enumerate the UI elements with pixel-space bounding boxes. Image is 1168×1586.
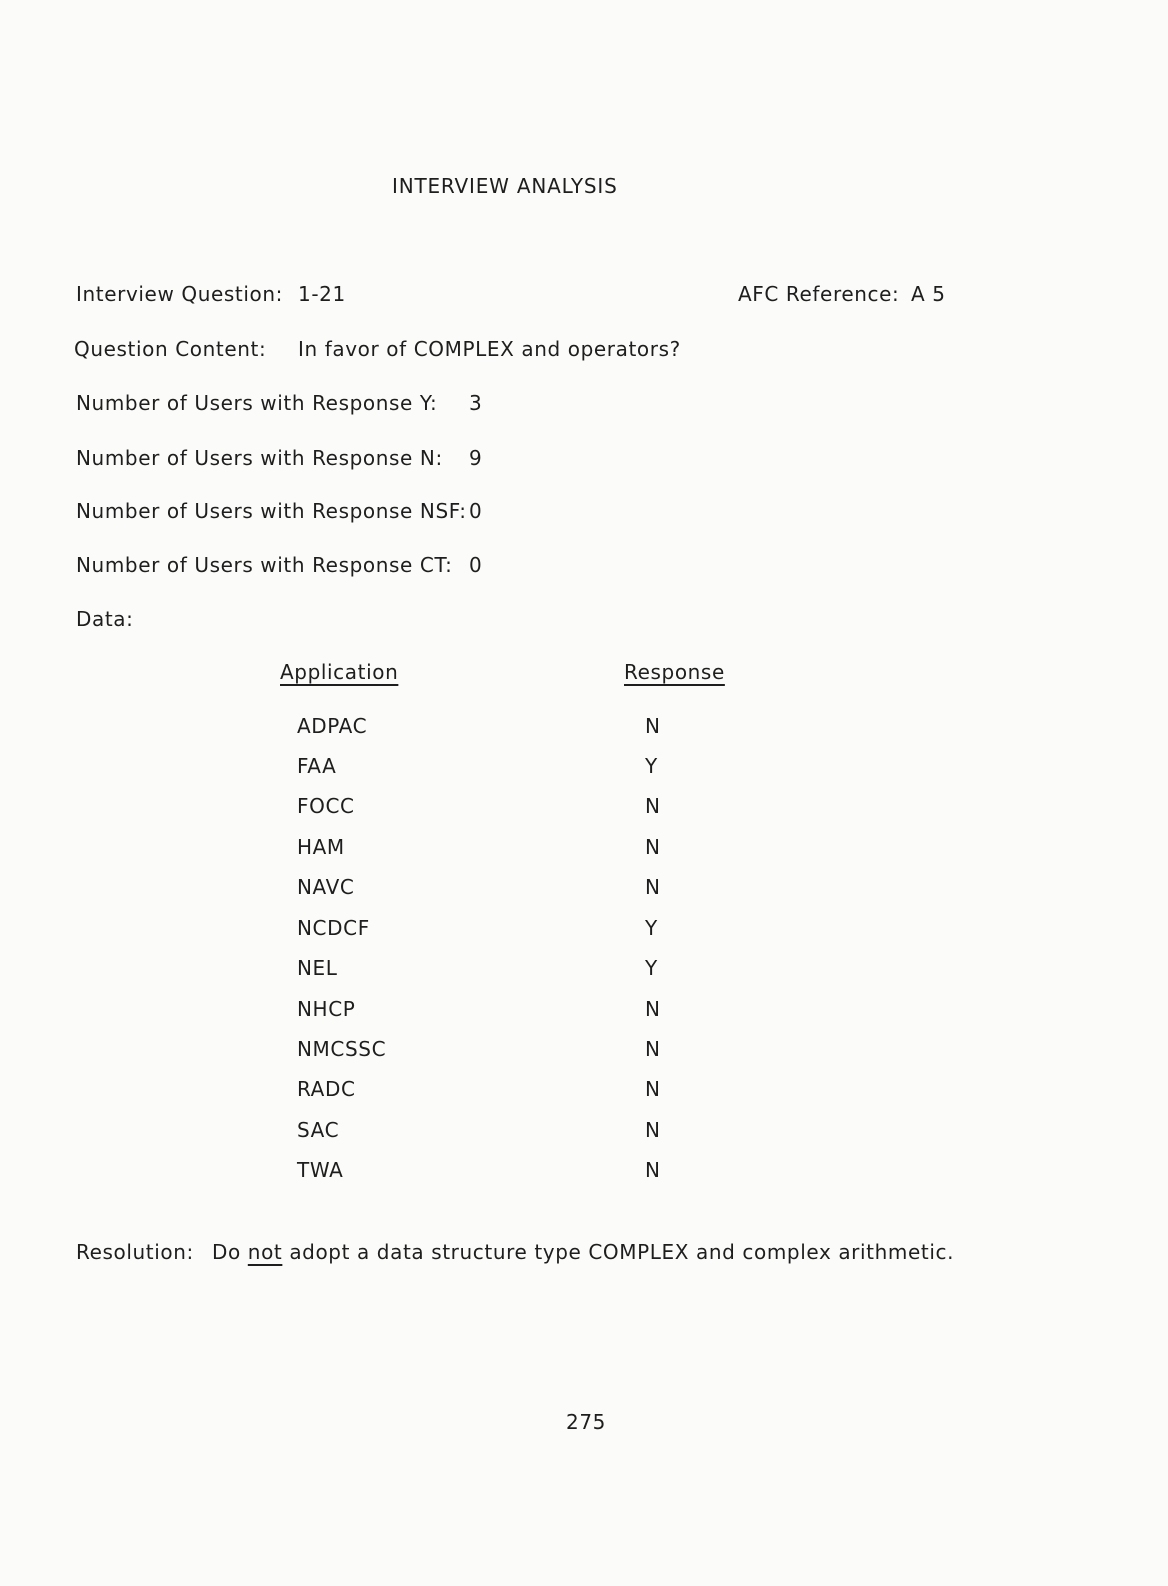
resolution-text — [212, 1240, 954, 1264]
count-n-value: 9 — [469, 446, 483, 470]
question-content-value: In favor of COMPLEX and operators? — [298, 337, 681, 361]
table-row-response: N — [645, 1118, 661, 1142]
table-row-response: Y — [645, 956, 658, 980]
table-row-application: NAVC — [297, 875, 355, 899]
table-row-application: SAC — [297, 1118, 340, 1142]
page-number: 275 — [566, 1410, 606, 1434]
table-row-response: Y — [645, 916, 658, 940]
resolution-emphasis: not — [247, 1240, 283, 1264]
interview-question-label: Interview Question: — [76, 282, 283, 306]
afc-reference-value: A 5 — [911, 282, 946, 306]
table-row-application: NMCSSC — [297, 1037, 387, 1061]
table-row-response: N — [645, 835, 661, 859]
column-header-response: Response — [624, 660, 725, 684]
count-y-label: Number of Users with Response Y: — [76, 391, 438, 415]
table-row-application: FAA — [297, 754, 337, 778]
count-ct-label: Number of Users with Response CT: — [76, 553, 453, 577]
resolution-text-before: Do — [212, 1240, 248, 1264]
table-row-response: N — [645, 875, 661, 899]
resolution-text-after: adopt a data structure type COMPLEX and complex arithmetic. — [282, 1240, 955, 1264]
count-nsf-label: Number of Users with Response NSF: — [76, 499, 467, 523]
table-row-response: N — [645, 714, 661, 738]
column-header-application: Application — [280, 660, 399, 684]
table-row-application: FOCC — [297, 794, 355, 818]
table-row-application: NCDCF — [297, 916, 370, 940]
count-n-label: Number of Users with Response N: — [76, 446, 443, 470]
table-row-response: Y — [645, 754, 658, 778]
interview-question-value: 1-21 — [298, 282, 346, 306]
table-row-application: RADC — [297, 1077, 356, 1101]
table-row-response: N — [645, 1077, 661, 1101]
count-y-value: 3 — [469, 391, 483, 415]
table-row-response: N — [645, 1037, 661, 1061]
table-row-application: TWA — [297, 1158, 344, 1182]
count-nsf-value: 0 — [469, 499, 483, 523]
table-row-response: N — [645, 997, 661, 1021]
table-row-application: HAM — [297, 835, 345, 859]
page-title: INTERVIEW ANALYSIS — [392, 174, 618, 198]
question-content-label: Question Content: — [74, 337, 267, 361]
table-row-response: N — [645, 794, 661, 818]
table-row-application: NHCP — [297, 997, 356, 1021]
count-ct-value: 0 — [469, 553, 483, 577]
table-row-application: ADPAC — [297, 714, 368, 738]
table-row-application: NEL — [297, 956, 338, 980]
afc-reference-label: AFC Reference: — [738, 282, 900, 306]
table-row-response: N — [645, 1158, 661, 1182]
data-label: Data: — [76, 607, 134, 631]
resolution-label: Resolution: — [76, 1240, 194, 1264]
